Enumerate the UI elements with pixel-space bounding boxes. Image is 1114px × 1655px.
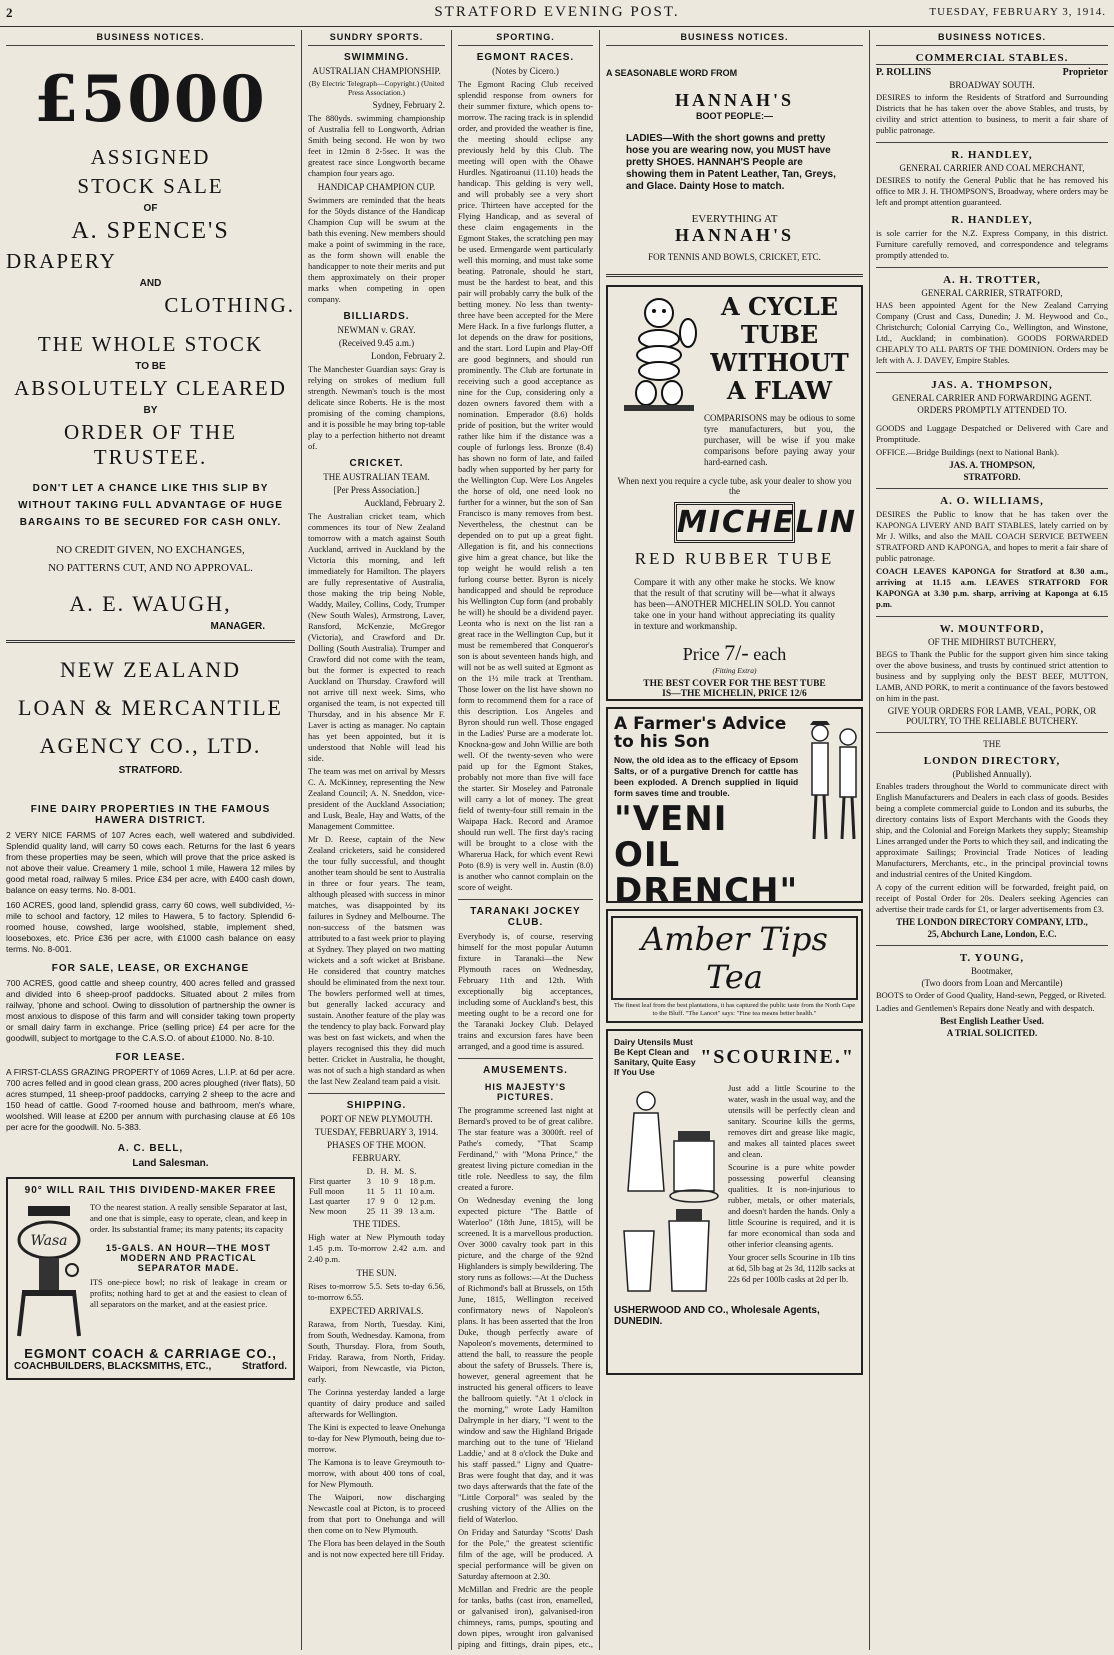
table-cell: 39: [394, 1206, 403, 1216]
handley-heading: R. HANDLEY,: [951, 149, 1033, 161]
table-header-row: [308, 1166, 445, 1176]
young-trial: A TRIAL SOLICITED.: [946, 1028, 1038, 1038]
mountford-heading: W. MOUNTFORD,: [939, 623, 1045, 635]
price-value: 7/-: [724, 640, 749, 665]
williams-heading: A. O. WILLIAMS,: [940, 495, 1044, 507]
young-leather: Best English Leather Used.: [940, 1016, 1044, 1026]
cricket-subheading: THE AUSTRALIAN TEAM.: [323, 472, 430, 482]
cycle-text: COMPARISONS may be odious to some tyre manufacturers, but you, the purchaser, will be wise if you make comparisons before paying away your hard-earned cash.: [704, 413, 855, 467]
table-header: S.: [409, 1166, 417, 1176]
swimming-dateline: Sydney, February 2.: [372, 100, 445, 110]
divider: [876, 945, 1108, 946]
trotter-text: HAS been appointed Agent for the New Zealand Carrying Company (Crust and Cass, Dunedin; J. M. Heywood and Co., Christchurch; Colonial Carrying Co., Wellington, and Winstone, Ltd., Auckland; in combination). GOODS FORWARDED CHEAPLY TO ALL PARTS OF THE DOMINION. Orders may be left with A. J. DAVEY, Empire Stables.: [876, 300, 1108, 365]
table-cell: 5: [380, 1186, 385, 1196]
michelin-man-illustration: [614, 293, 704, 470]
thompson-orders: ORDERS PROMPTLY ATTENDED TO.: [917, 405, 1067, 415]
scourine-text: Just add a little Scourine to the water, wash in the usual way, and the utensils will be perfectly clean and sanitary. Scourine kills the germs, removes dirt and grease like magic, and makes all tainted places sweet and clean.: [728, 1083, 855, 1159]
michelin-ad: [606, 285, 863, 701]
arrivals-text: The Kini is expected to leave Onehunga to-day for New Plymouth, being due to-morrow.: [308, 1422, 445, 1454]
handley-sub: GENERAL CARRIER AND COAL MERCHANT,: [899, 163, 1085, 173]
farmer-heading: A Farmer's Advice to his Son: [614, 714, 787, 752]
tube-price: [614, 640, 855, 666]
table-header: [308, 1166, 366, 1176]
thompson-place: STRATFORD.: [963, 472, 1021, 482]
amber-tips-text: The finest leaf from the best plantations, it has captured the public taste from the North Cape to the Bluff. "The Lancet" says: "Fine tea means better health.": [613, 1002, 856, 1017]
pictures-text: The programme screened last night at Bernard's proved to be of great calibre. The star feature was a 3000ft. reel of Pathe's comedy, "That Scamp Ferdinand," with "Mona Prince," the greatest living picture comedian in the title role. Needless to say, the film created a furore.: [458, 1105, 593, 1192]
moon-heading: PHASES OF THE MOON.: [327, 1140, 426, 1150]
ad-line: DRAPERY: [6, 249, 117, 273]
agency-line: NEW ZEALAND: [59, 657, 242, 682]
cricket-text: Mr D. Reese, captain of the New Zealand cricketers, said he considered the tour fully successful, and thought another team should be sent to Australia in three or four years. The team, although pleased with success in minor matches, was disappointed by its failures in Sydney and Melbourne. The non-success of the batsmen was attributed to a fast week prior to playing at Sydney. They played on two matting wickets and a soft wicket at Brisbane. He considered that country matches should be eliminated from the next tour. The bowlers performed well at times, but generally lacked accuracy and sustain. Another feature of the play was the tendency to play back. Forward play was best on fast wickets, and when the players recognised this they did much better. Cricket in Australia, he thought, was not of such a high standard as when the last New Zealand team paid a visit.: [308, 834, 445, 1086]
thompson-office: OFFICE.—Bridge Buildings (next to National Bank).: [876, 447, 1059, 457]
svg-text:Wasa: Wasa: [30, 1233, 68, 1249]
swimming-heading: SWIMMING.: [343, 52, 410, 63]
farm-listing: A FIRST-CLASS GRAZING PROPERTY of 1069 Acres, L.I.P. at 6d per acre. 700 acres felled and in good clean grass, 200 acres ploughed (river flats), 50 acres stumped, 11 sheep-proof paddocks, carrying 2 sheep to the acre and 150 head of cattle. Good 7-roomed house and bathroom, men's whare, woolshed. Will lease at £200 per annum with purchasing clause at £6 10s per acre for the goodwill. No. 5-383.: [6, 1067, 295, 1132]
ad-line: ASSIGNED: [90, 145, 211, 169]
farmers-illustration: [798, 715, 863, 903]
section-title: BUSINESS NOTICES.: [606, 30, 863, 46]
divider: [458, 899, 593, 900]
cycle-compare: Compare it with any other make he stocks. We know that the result of that scrutiny will be—what it always has been—ANOTHER MICHELIN SOLD. You cannot take one in your hand without appreciating its quality in texture and workmanship.: [634, 577, 835, 631]
sale-terms: [6, 541, 295, 577]
arrivals-text: The Waipori, now discharging Newcastle coal at Picton, is to proceed from that port to Onehunga and will then come on to New Plymouth.: [308, 1492, 445, 1535]
ad-connector: BY: [143, 405, 158, 416]
williams-text: DESIRES the Public to know that he has taken over the KAPONGA LIVERY AND BAIT STABLES, lately carried on by Mr J. Wilks, and also the MAIL COACH SERVICE BETWEEN STRATFORD AND KAPONGA, and hopes to merit a fair share of public patronage.: [876, 509, 1108, 563]
cycle-headline: WITHOUT A FLAW: [710, 348, 849, 405]
veni-oil-name: DRENCH": [614, 871, 799, 903]
divider: [606, 274, 863, 277]
table-header: D.: [366, 1166, 375, 1176]
divider: [458, 1058, 593, 1059]
cricket-text: The Australian cricket team, which commences its tour of New Zealand tomorrow with a match against South Auckland, arrived in Auckland by the Victoria this morning, and left immediately for Hamilton. The players are fully representative of Australia, those making the trip being Noble, Waddy, Mailey, Collins, Cody, Trumper (New South Wales), Armstrong, Laver, Ransford, McKenzie, McGregor (Victoria), and Crawford and Dr. Dolling (South Australia). Trumper and Crawford did not come with the team, but the former is expected to reach Auckland on Thursday. Crawford will not arrive till next week. Sims, who organised the team, is not expected till Thursday, and in his absence Mr F. Laver is acting as manager. No captain has yet been appointed, but it is understood that Noble will lead his side.: [308, 511, 445, 763]
cycle-next: When next you require a cycle tube, ask your dealer to show you the: [617, 476, 852, 496]
best-cover: THE BEST COVER FOR THE BEST TUBE IS—THE MICHELIN, PRICE 12/6: [643, 679, 826, 699]
separator-ad: [6, 1177, 295, 1380]
table-cell: 18 p.m.: [409, 1176, 436, 1186]
trotter-sub: GENERAL CARRIER, STRATFORD,: [921, 288, 1063, 298]
sale-notice: DON'T LET A CHANCE LIKE THIS SLIP BY WITHOUT TAKING FULL ADVANTAGE OF HUGE BARGAINS TO BE SECURED FOR CASH ONLY.: [18, 483, 283, 528]
ad-line: STOCK SALE: [77, 174, 224, 198]
divider: [876, 142, 1108, 143]
arrivals-text: The Corinna yesterday landed a large quantity of dairy produce and sailed afterwards for Wellington.: [308, 1387, 445, 1419]
thompson-sub: GENERAL CARRIER AND FORWARDING AGENT.: [892, 393, 1092, 403]
table-cell: 10: [380, 1176, 389, 1186]
ad-line: ORDER OF THE TRUSTEE.: [64, 420, 237, 469]
column-sporting: [452, 30, 600, 1650]
michelin-logo: MICHELIN: [674, 502, 795, 543]
separator-capacity: 15-GALS. AN HOUR—THE MOST MODERN AND PRACTICAL SEPARATOR MADE.: [105, 1243, 272, 1273]
egmont-races-heading: EGMONT RACES.: [476, 52, 575, 63]
pictures-text: McMillan and Fredric are the people for tanks, baths (cast iron, enamelled, or galvanised iron), galvanised-iron chimneys, rams, pumps, spouting and down pipes, wrought iron galvanised piping and fittings, drain pipes, etc.,: [458, 1584, 593, 1649]
column-business-notices-ads: [600, 30, 870, 1650]
issue-date: TUESDAY, FEBRUARY 3, 1914.: [929, 6, 1106, 18]
jockey-club-text: Everybody is, of course, reserving himself for the most popular Autumn fixture in Taranaki—the New Plymouth races on Wednesday, February 11th and 12th. With exceptionally big acceptances, including some of Auckland's best, this meeting ought to be a record one for the Taranaki Jockey Club. Delayed trains and excursion fares have been arranged, and a good time is assured.: [458, 931, 593, 1051]
ad-line: ABSOLUTELY CLEARED: [14, 376, 287, 400]
thompson-name: JAS. A. THOMPSON,: [949, 460, 1035, 470]
ad-connector: AND: [139, 278, 162, 289]
farmer-text: Now, the old idea as to the efficacy of Epsom Salts, or of a purgative Drench for cattle has been exploded. A Drench supplied in liquid form saves time and trouble.: [614, 755, 799, 798]
column-business-notices-left: [0, 30, 302, 1650]
young-address: (Two doors from Loan and Mercantile): [921, 978, 1063, 988]
table-header: M.: [394, 1166, 404, 1176]
page-number: 2: [6, 5, 13, 20]
handicap-heading: HANDICAP CHAMPION CUP.: [317, 182, 436, 192]
table-cell: 10 a.m.: [409, 1186, 435, 1196]
dairy-heading: FINE DAIRY PROPERTIES IN THE FAMOUS HAWERA DISTRICT.: [30, 804, 271, 826]
ad-line: A. SPENCE'S: [71, 218, 230, 244]
mountford-orders: GIVE YOUR ORDERS FOR LAMB, VEAL, PORK, OR POULTRY, TO THE RELIABLE BUTCHERY.: [887, 706, 1097, 726]
arrivals-text: Rarawa, from North, Tuesday. Kini, from South, Wednesday. Kamona, from South, Thursday. Flora, from South, Friday. Rarawa, from North, Friday. Waipori, from Newcastle, via Picton, early.: [308, 1319, 445, 1384]
arrivals-text: The Flora has been delayed in the South and is not now expected here till Friday.: [308, 1538, 445, 1559]
price-each: each: [753, 644, 787, 664]
divider: [876, 732, 1108, 733]
london-published: (Published Annually).: [952, 769, 1032, 779]
dairy-utensils-illustration: [614, 1081, 724, 1301]
egmont-coach-trades: COACHBUILDERS, BLACKSMITHS, ETC.,: [14, 1361, 212, 1372]
agent-title: Land Salesman.: [132, 1158, 209, 1169]
amber-tips-logo: Amber Tips Tea: [611, 916, 858, 1000]
section-title: SUNDRY SPORTS.: [308, 30, 445, 46]
london-address: 25, Abchurch Lane, London, E.C.: [927, 929, 1057, 939]
hannahs-everything: EVERYTHING AT: [691, 213, 778, 225]
table-cell: 0: [394, 1196, 399, 1206]
section-title: BUSINESS NOTICES.: [6, 30, 295, 46]
divider: [308, 1093, 445, 1094]
pictures-text: On Friday and Saturday "Scotts' Dash for the Pole," the greatest scientific film of the age, will be produced. A special performance will be given on Saturday afternoon at 2.30.: [458, 1527, 593, 1581]
cricket-credit: [Per Press Association.]: [333, 485, 420, 495]
usherwood-agents: USHERWOOD AND CO., Wholesale Agents, DUNEDIN.: [614, 1305, 820, 1327]
sale-heading: FOR SALE, LEASE, OR EXCHANGE: [51, 963, 250, 974]
farm-listing: 700 ACRES, good cattle and sheep country, 400 acres felled and grassed and divided into 6 sheep-proof paddocks. Situated about 2 miles from railway, 'phone and school. Owing to dissolution of partnership the owner is most anxious to dispose of this farm and will consider taking town property or small dairy farm in exchange. Price (selling price) £4 per acre for the goodwill, subject to mortgage to the C.A.S.O. of about £1000. No. 8-10.: [6, 978, 295, 1043]
scourine-text: Scourine is a pure white powder possessing powerful cleansing qualities. It is non-injurious to rubber, metals, or other materials, and doesn't harden the hands. Only a little Scourine is required, and it is far more economical than soda and other inferior cleansing agents.: [728, 1162, 855, 1249]
handicap-text: Swimmers are reminded that the heats for the 50yds distance of the Handicap Champion Cup will be swum at the bath this evening. New members should make a point of swimming in the race, as the form shown will enable the handicapper to note their merits and put them approximately on their proper marks when competing in open company.: [308, 195, 445, 304]
moon-phases-table: [308, 1166, 445, 1216]
pictures-heading: HIS MAJESTY'S PICTURES.: [484, 1082, 567, 1102]
young-text: Ladies and Gentlemen's Repairs done Neatly and with despatch.: [876, 1003, 1095, 1013]
arrivals-heading: EXPECTED ARRIVALS.: [329, 1306, 424, 1316]
ad-connector: TO BE: [135, 361, 166, 372]
divider: [876, 616, 1108, 617]
sale-amount: £5000: [34, 62, 267, 137]
amusements-heading: AMUSEMENTS.: [483, 1065, 568, 1076]
separator-heading: 90° WILL RAIL THIS DIVIDEND-MAKER FREE: [24, 1185, 277, 1196]
masthead: [0, 0, 1114, 27]
table-cell: 11: [380, 1206, 389, 1216]
tides-text: High water at New Plymouth today 1.45 p.m. To-morrow 2.42 a.m. and 2.40 p.m.: [308, 1232, 445, 1264]
table-cell: Last quarter: [309, 1196, 350, 1206]
london-text: Enables traders throughout the World to communicate direct with English Manufacturers and Dealers in each class of goods. Besides being a complete commercial guide to London and its suburbs, the directory contains lists of Export Merchants with the Goods they ship, and the Colonial and Foreign Markets they supply; Steamship Lines arranged under the Ports to which they sail, and indicating the approximate Sailings; Provincial Trade Notices of leading Manufacturers, Merchants, etc., in the principal provincial towns and industrial centres of the United Kingdom.: [876, 781, 1108, 879]
egmont-races-text: The Egmont Racing Club received splendid response from owners for their summer fixture, which opens to-morrow. The racing track is in splendid order, and provided the weather is fine, the meeting should eclipse any previously held by this Club. The meeting will open with the Ohawe Hurdles. Ngatiroanui (11.10) heads the handicap. This gelding is very well, and will probably see a very short price. Thirteen have accepted for the Flying Handicap, and as several of these claim engagements in the Egmont Stakes, the scratching pen may be used. Ermengarde went particularly well this morning, and must take some beating. Patronale, should he start, must be the hardest to beat, and this pair will probably carry the bulk of the betting money. No less than twenty-three have been accepted for the Mere Mere Hack. In a five furlongs flutter, a lot depends on the draw for positions, and the start. Lord Lupin and Play-Off are good beginners, and should run prominently. The Club are fortunate in receiving such a good acceptance as nine for the Cup, considering only a dozen owners favored them with a nomination. Emperador (8.6) holds pride of position, but the writer would rather like him if the distance was a couple of furlongs less. Bronze (8.4) has shown no form of late, and failed badly when supported by her party for the Wellington Cup. Were Los Angeles the horse of old, one need look no further for a winner, but the son of San Francisco is many removes from best. Nevertheless, the chestnut can be depended on to put up a great fight. Allegation is fit, and his connections give him a great chance, but like the top weight he would relish a ten furlong course better. Byron is nicely handicapped and should be reproduce his Wellington Cup form (and probably he will) he should be a dividend payer. Leonta who is next on the list ran a great race in the Wellington Cup, but it must be remembered that Conqueror's son is about seventeen hands high, and will not be as well suited at Egmont as on the 1½ mile track at Trentham. Those lower on the list have shown no form to recommend them for a race of this description. Los Angeles and Byron should run well. Those engaged in the Ladies' Purse are a moderate lot. Knockna-gow and John Willie are both well. Of the twenty-seven who were paid up for the Egmont Stakes, probably not more than five will face the starter. Sir Moseley and Patronale will carry a lot of money. The great field of twenty-four still remain in the Waipapa Hack. Record and Aramoe should run well. The first day's racing will be brought to a close with the Wharerua Hack, for which event Rewi Poto (8.9) is very well in. Austin (8.0) is another who cannot complain on the score of weight.: [458, 79, 593, 892]
swimming-subheading: AUSTRALIAN CHAMPIONSHIP.: [312, 66, 441, 76]
price-label: Price: [682, 644, 720, 664]
table-row: [308, 1196, 445, 1206]
table-cell: 13 a.m.: [409, 1206, 435, 1216]
london-the: THE: [983, 739, 1001, 749]
mountford-text: BEGS to Thank the Public for the support given him since taking over the above business, and trusts by continued strict attention to business and by supplying only the BEST BEEF, MUTTON, LAMB, AND PORK, to merit a continuance of the favors bestowed on him in the past.: [876, 649, 1108, 703]
column-sundry-sports: [302, 30, 452, 1650]
ad-line: THE WHOLE STOCK: [37, 332, 264, 356]
agent-name: A. C. BELL,: [117, 1143, 184, 1154]
williams-coach: COACH LEAVES KAPONGA for Stratford at 8.30 a.m., arriving at 11.15 a.m. LEAVES STRATFORD FOR KAPONGA at 3.30 p.m. sharp, arriving at Kaponga at 6.15 p.m.: [876, 566, 1108, 609]
rollins-text: DESIRES to inform the Residents of Stratford and Surrounding Districts that he has taken over the above Stables, and trusts, by civility and strict attention to business, to merit a fair share of public patronage.: [876, 92, 1108, 135]
lease-heading: FOR LEASE.: [115, 1052, 186, 1063]
agency-name: [6, 651, 295, 765]
veni-oil-ad: [606, 707, 863, 903]
handley-name: R. HANDLEY,: [951, 214, 1033, 226]
cycle-headline: A CYCLE TUBE: [720, 292, 839, 349]
table-row: [308, 1186, 445, 1196]
separator-text: TO the nearest station. A really sensible Separator at last, and one that is simple, easy to operate, clean, and keep in order. Its substantial frame; its many patents; its capacity: [90, 1202, 287, 1234]
shipping-port: PORT OF NEW PLYMOUTH.: [320, 1114, 433, 1124]
table-cell: 11: [366, 1186, 375, 1196]
terms-line: NO PATTERNS CUT, AND NO APPROVAL.: [48, 562, 253, 574]
trotter-heading: A. H. TROTTER,: [943, 274, 1041, 286]
mountford-sub: OF THE MIDHIRST BUTCHERY,: [927, 637, 1057, 647]
billiards-text: The Manchester Guardian says: Gray is relying on strokes of medium full strength. Newman's touch is the most delicate since Roberts. He is the most promising of the coming champions, and it is possible he may bring top-table play to a perfection hitherto not dreamt of.: [308, 364, 445, 451]
tides-heading: THE TIDES.: [352, 1219, 401, 1229]
table-header: H.: [380, 1166, 389, 1176]
scourine-intro: Dairy Utensils Must Be Kept Clean and Sanitary, Quite Easy If You Use: [614, 1037, 696, 1077]
agency-place: STRATFORD.: [118, 765, 183, 776]
billiards-received: (Received 9.45 a.m.): [338, 338, 415, 348]
section-title: SPORTING.: [458, 30, 593, 46]
handley-text: is sole carrier for the N.Z. Express Company, in this district. Furniture carefully removed, and correspondence and telegrams promptly attended to.: [876, 228, 1108, 260]
price-note: (Fitting Extra): [712, 666, 757, 675]
cricket-heading: CRICKET.: [349, 458, 404, 469]
shipping-heading: SHIPPING.: [346, 1100, 407, 1111]
billiards-dateline: London, February 2.: [371, 351, 445, 361]
table-cell: New moon: [309, 1206, 347, 1216]
separator-machine-illustration: [14, 1200, 84, 1340]
young-sub: Bootmaker,: [971, 966, 1013, 976]
billiards-subheading: NEWMAN v. GRAY.: [337, 325, 416, 335]
ad-connector: OF: [143, 203, 158, 214]
billiards-heading: BILLIARDS.: [343, 311, 410, 322]
swimming-credit: (By Electric Telegraph—Copyright.) (United Press Association.): [308, 79, 445, 97]
table-row: [308, 1176, 445, 1186]
jockey-club-heading: TARANAKI JOCKEY CLUB.: [470, 906, 581, 928]
divider: [876, 267, 1108, 268]
column-business-notices-right: [870, 30, 1114, 1650]
rollins-name: P. ROLLINS: [876, 67, 932, 78]
table-cell: 12 p.m.: [409, 1196, 436, 1206]
table-row: [308, 1206, 445, 1216]
rollins-title: Proprietor: [1062, 67, 1108, 78]
hannahs-ladies-text: LADIES—With the short gowns and pretty hose you are wearing now, you MUST have pretty SHOES. HANNAH'S People are showing them in Patent Leather, Tan, Greys, and Glace. Dainty Hose to match.: [626, 133, 836, 192]
london-heading: LONDON DIRECTORY,: [923, 755, 1061, 767]
egmont-races-byline: (Notes by Cicero.): [492, 66, 559, 76]
moon-month: FEBRUARY.: [352, 1153, 401, 1163]
thompson-heading: JAS. A. THOMPSON,: [931, 379, 1053, 391]
ad-line: CLOTHING.: [164, 293, 295, 317]
table-cell: 17: [366, 1196, 376, 1206]
scourine-name: "SCOURINE.": [700, 1045, 855, 1068]
scourine-text: Your grocer sells Scourine in 1lb tins at 6d, 5lb bag at 2s 3d, 112lb sacks at 22s 6d per 100lb casks at 2d per lb.: [728, 1252, 855, 1284]
egmont-coach-name: EGMONT COACH & CARRIAGE CO.,: [24, 1346, 277, 1361]
young-text: BOOTS to Order of Good Quality, Hand-sewn, Pegged, or Riveted.: [876, 990, 1107, 1000]
rollins-address: BROADWAY SOUTH.: [949, 80, 1035, 90]
hannahs-ad: [606, 50, 863, 266]
manager-title: MANAGER.: [210, 621, 265, 632]
agency-line: AGENCY CO., LTD.: [39, 733, 262, 758]
london-company: THE LONDON DIRECTORY COMPANY, LTD.,: [896, 917, 1088, 927]
farm-listing: 2 VERY NICE FARMS of 107 Acres each, well watered and subdivided. Splendid quality land, will carry 50 cows each. Returns for the last 6 years from these properties may be seen, which will prove that the price asked is not above their value. Creamery 1 mile, school 1 mile, Hawera 12 miles by good metal road, railway 5 miles. Price £34 per acre, with £400 cash down, balance on easy terms. No. 8-001.: [6, 830, 295, 895]
sun-text: Rises to-morrow 5.5. Sets to-day 6.56, to-morrow 6.55.: [308, 1281, 445, 1302]
terms-line: NO CREDIT GIVEN, NO EXCHANGES,: [56, 544, 245, 556]
paper-name: STRATFORD EVENING POST.: [434, 4, 680, 20]
shipping-date: TUESDAY, FEBRUARY 3, 1914.: [314, 1127, 439, 1137]
egmont-coach-place: Stratford.: [242, 1361, 287, 1372]
manager-name: A. E. WAUGH,: [69, 591, 232, 616]
amber-tips-ad: [606, 909, 863, 1023]
scourine-ad: [606, 1029, 863, 1375]
divider: [876, 488, 1108, 489]
table-cell: 25: [366, 1206, 376, 1216]
table-cell: 11: [394, 1186, 403, 1196]
table-cell: 3: [366, 1176, 371, 1186]
farm-listing: 160 ACRES, good land, splendid grass, carry 60 cows, well subdivided, ½-mile to school and factory, 12 miles to Hawera, 5 to factory. Splendid 6-roomed house, cowshed, large woolshed, stable, implement shed, looseboxes, etc. Price £36 per acre, with £1000 cash balance on easy terms. No. 8-001.: [6, 900, 295, 954]
separator-text: ITS one-piece bowl; no risk of leakage in cream or profits; nothing hard to get at and the easiest to clean of all separators on the market, and at the easiest price.: [90, 1277, 287, 1309]
stables-heading: COMMERCIAL STABLES.: [876, 52, 1108, 65]
veni-oil-name: "VENI OIL: [614, 799, 728, 875]
sun-heading: THE SUN.: [356, 1268, 397, 1278]
table-cell: Full moon: [309, 1186, 345, 1196]
hannahs-name: HANNAH'S: [674, 90, 794, 110]
hannahs-name-2: HANNAH'S: [674, 225, 794, 245]
young-heading: T. YOUNG,: [959, 952, 1025, 964]
hannahs-sub: BOOT PEOPLE:—: [695, 111, 773, 121]
red-rubber-tube: RED RUBBER TUBE: [634, 549, 835, 568]
cricket-text: The team was met on arrival by Messrs C. A. McKinney, representing the New Zealand Council; A. N. Sneddon, vice-president of the Auckland Association; and Lusk, Beale, Hay and Watts, of the Management Committee.: [308, 766, 445, 831]
pictures-text: On Wednesday evening the long expected picture "The Battle of Waterloo" (18th June, 1815), will be screened. It is a marvellous production. Over 3000 cavalry took part in this picture, and the charge of the 92nd Highlanders is simply bewildering. The story runs as follows:—At the Duchess of Richmond's ball at Brussels, on 15th June, 1815, Wellington received confirmatory news of Napoleon's plans. It has been asserted that the Iron Duke, though perfectly aware of Napoleon's movements, determined to attend the ball, to reassure the people about the safety of Brussels. There is, however, general agreement that he instructed his general officers to leave the ballroom quietly. "At 1 o'clock in the morning," wrote Lady Hamilton Dalrymple in her diary, "I went to the window and saw the Highland Brigade marching out to the tune of 'Hieland Laddie,' and at 8 o'clock the Duke and his staff passed." Ligny and Quatre-Bras were fought that day, and it was two days afterwards that the fate of the "Little Corporal" was sealed by the crushing victory of the Allies on the field of Waterloo.: [458, 1195, 593, 1524]
cricket-dateline: Auckland, February 2.: [364, 498, 445, 508]
swimming-text: The 880yds. swimming championship of Australia fell to Longworth, Adrian Smith being second. He won by two feet in 12min 8 2-5sec. It was the greatest race since Longworth became champion four years ago.: [308, 113, 445, 178]
london-text: A copy of the current edition will be forwarded, freight paid, on receipt of Postal Order for 20s. Dealers seeking Agencies can advertise their trade cards for £1, or larger advertisements from £3.: [876, 882, 1108, 914]
table-cell: 9: [380, 1196, 385, 1206]
section-title: BUSINESS NOTICES.: [876, 30, 1108, 46]
arrivals-text: The Kamona is to leave Greymouth to-morrow, with about 400 tons of coal, for New Plymouth.: [308, 1457, 445, 1489]
table-cell: First quarter: [309, 1176, 351, 1186]
thompson-text: GOODS and Luggage Despatched or Delivered with Care and Promptitude.: [876, 423, 1108, 444]
handley-text: DESIRES to notify the General Public that he has removed his office to MR J. H. THOMPSON'S, Broadway, where orders may be left and prompt attention guaranteed.: [876, 175, 1108, 207]
table-cell: 9: [394, 1176, 399, 1186]
hannahs-intro: A SEASONABLE WORD FROM: [606, 68, 738, 78]
hannahs-sports: FOR TENNIS AND BOWLS, CRICKET, ETC.: [648, 252, 821, 262]
divider: [6, 640, 295, 643]
agency-line: LOAN & MERCANTILE: [18, 695, 283, 720]
divider: [876, 372, 1108, 373]
